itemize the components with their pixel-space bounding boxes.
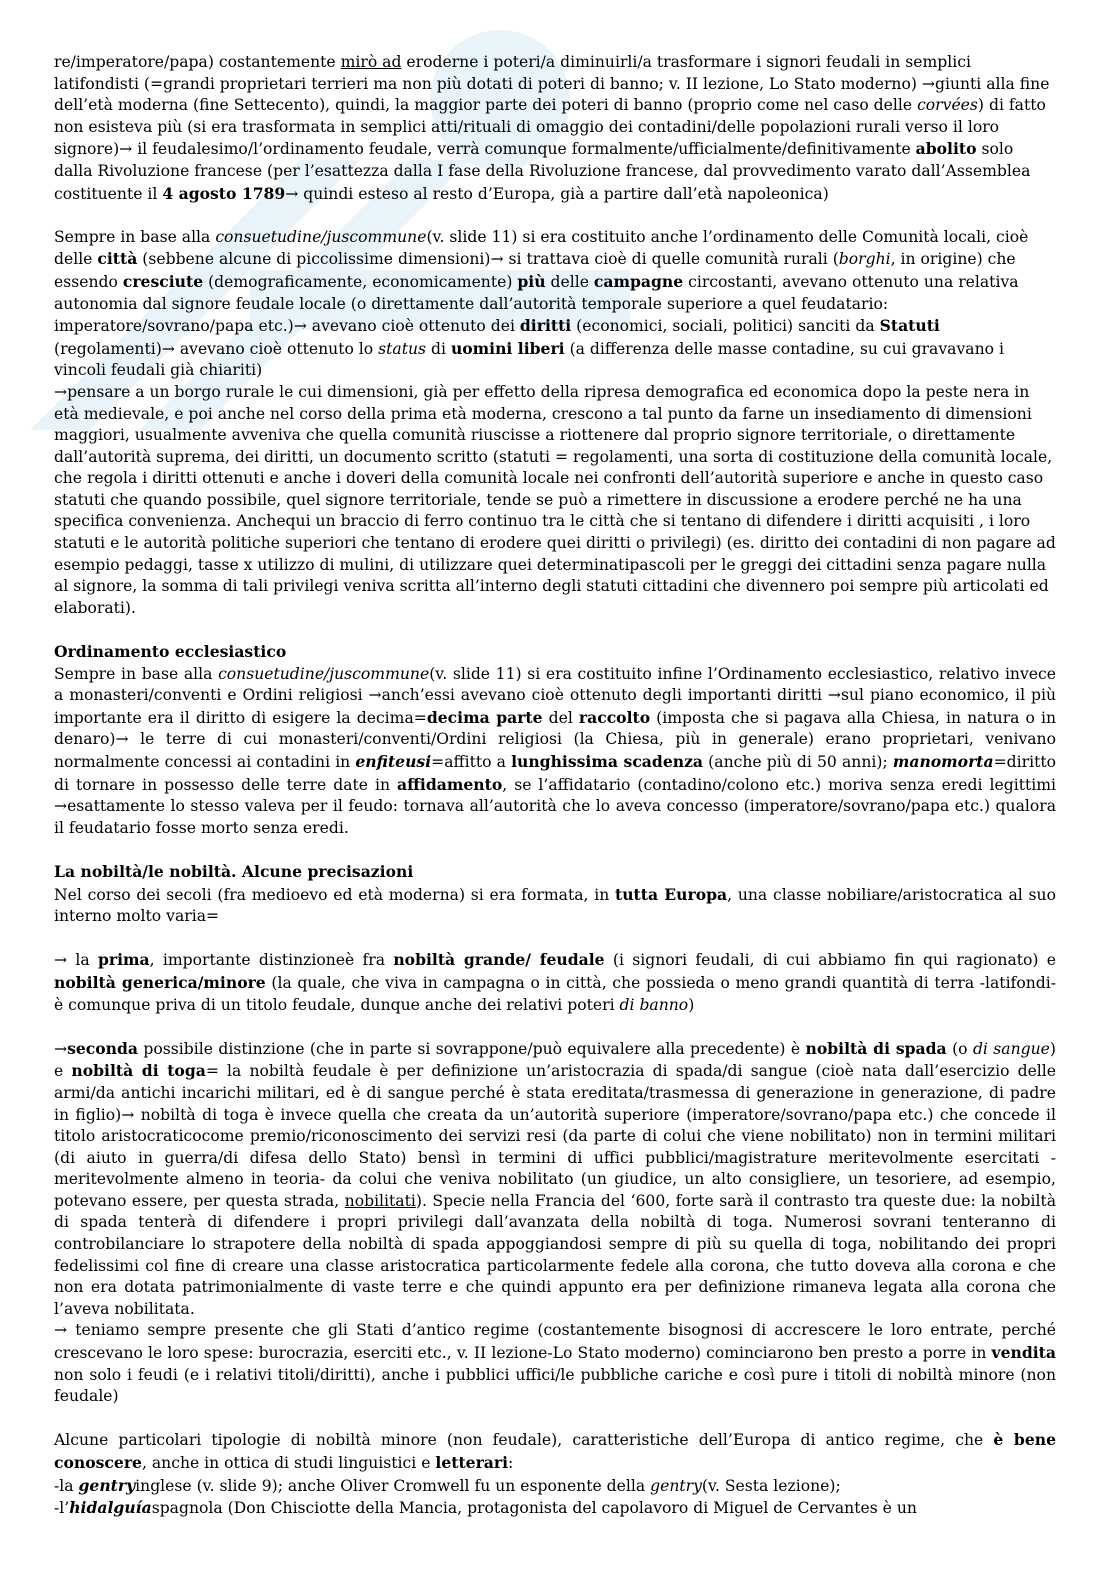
text-run: letterari [435,1453,509,1472]
text-run: affidamento [397,774,503,794]
paragraph-spacer [54,619,1056,641]
text-run: ) di fatto non esisteva più (si era trasformata in semplici atti/rituali di omaggio dei contadini/delle popolazioni rurali verso il loro signore)→ il feudalesimo/l’ordinamento feudale, verrà comunque formalmente/ufficialmente/definitivamente [54,96,1046,159]
text-run: borghi [838,250,891,269]
text-run: solo dalla Rivoluzione francese (per l’esattezza dalla I fase della Rivoluzione francese, dal provvedimento varato dall’Assemblea costituente il [54,140,1031,203]
text-run: 4 agosto 1789 [162,183,286,203]
text-run: ) [688,995,695,1014]
text-run: delle [545,272,594,291]
text-run: più [517,271,546,291]
text-run: città [97,249,138,269]
paragraph [54,884,1056,928]
text-run: di sangue [972,1039,1050,1058]
text-run: ) e [54,1039,1056,1081]
text-run: Statuti [879,316,940,336]
text-run: nobiltà grande/ feudale [393,950,605,970]
text-run: → teniamo sempre presente che gli Stati d’antico regime (costantemente bisognosi di accrescere le loro entrate, perché crescevano le loro spese: burocrazia, eserciti etc., v. II lezione-Lo Stato moderno) cominciarono ben presto a porre in [54,1321,1056,1363]
paragraph [54,1429,1056,1474]
text-run: consuetudine/juscommune [215,227,427,246]
paragraph [54,227,1056,382]
text-run: prima [97,950,150,970]
paragraph [54,1475,1056,1498]
paragraph [54,1497,1056,1520]
paragraph [54,641,1056,664]
text-run: vendita [991,1343,1056,1363]
paragraph-spacer [54,1016,1056,1038]
paragraph [54,52,1056,205]
text-run: (a differenza delle masse contadine, su cui gravavano i vincoli feudali già chiariti) [54,339,1004,380]
text-run: (imposta che si pagava alla Chiesa, in natura o in denaro)→ le terre di cui monasteri/conventi/Ordini religiosi (la Chiesa, più in generale) erano proprietari, venivano normalmente concessi ai contadini in [54,708,1056,771]
text-run: Sempre in base alla [54,227,216,246]
text-run: , una classe nobiliare/aristocratica al suo interno molto varia= [54,885,1056,926]
text-run: →pensare a un borgo rurale le cui dimensioni, già per effetto della ripresa demografica ed economica dopo la peste nera in età medievale, e poi anche nel corso della prima età moderna, crescono a tal punto da farne un insediamento di dimensioni maggiori, usualmente avveniva che quella comunità riuscisse a riottenere dal proprio signore territoriale, o direttamente dall’autorità suprema, dei diritti, un documento scritto (statuti = regolamenti, una sorta di costituzione della comunità locale, che regola i diritti ottenuti e anche i doveri della comunità locale nei confronti dell’autorità superiore e anche in questo caso statuti che quando possibile, quel signore territoriale, tende se può a rimettere in discussione a erodere perché ne ha una specifica convenienza. Anchequi un braccio di ferro continuo tra le città che si tentano di difendere i diritti acquisiti , i loro statuti e le autorità politiche superiori che tentano di erodere quei diritti o privilegi) (es. diritto dei contadini di non pagare ad esempio pedaggi, tasse x utilizzo di mulini, di utilizzare quei determinatipascoli per le greggi dei cittadini senza pagare nulla al signore, la somma di tali privilegi veniva scritta all’interno degli statuti cittadini che divennero poi sempre più articolati ed elaborati). [54,382,1056,617]
paragraph [54,949,1056,1016]
paragraph-spacer [54,839,1056,861]
text-run: (regolamenti)→ avevano cioè ottenuto lo [54,339,379,358]
text-run: Nel corso dei secoli (fra medioevo ed età moderna) si era formata, in [54,885,616,904]
text-run: di banno [619,995,689,1014]
text-run: → [54,1039,68,1058]
text-run: (sebbene alcune di piccolissime dimensioni)→ si trattava cioè di quelle comunità rurali ( [137,250,839,269]
text-run: non solo i feudi (e i relativi titoli/diritti), anche i pubblici uffici/le pubbliche cariche e così pure i titoli di nobiltà minore (non feudale) [54,1365,1056,1406]
text-run: (o [946,1039,973,1058]
text-run: campagne [593,271,684,291]
text-run: nobiltà generica/minore [54,972,266,992]
text-run: hidalguía [69,1498,152,1518]
text-run: abolito [915,139,977,159]
text-run: enfiteusi [355,752,432,771]
text-run: (la quale, che viva in campagna o in città, che possieda o meno grandi quantità di terra -latifondi- è comunque priva di un titolo feudale, dunque anche dei relativi poteri [54,973,1057,1014]
text-run: (v. Sesta lezione); [701,1476,841,1495]
text-run: nobilitati [344,1191,416,1210]
text-run: La nobiltà/le nobiltà. Alcune precisazioni [54,861,414,881]
text-run: → la [54,951,98,970]
paragraph [54,382,1056,620]
text-run: nobiltà di spada [805,1038,947,1058]
text-run: decima parte [426,707,543,727]
paragraph [54,664,1056,840]
text-run: manomorta [892,752,994,771]
paragraph-spacer [54,205,1056,227]
text-run: =affitto a [431,753,512,771]
text-run: : [508,1454,514,1472]
text-run: -l’ [54,1499,70,1518]
text-run: mirò ad [340,53,402,71]
text-run: , in origine) che essendo [54,250,1016,291]
text-run: -la [54,1476,79,1495]
text-run: inglese (v. slide 9); anche Oliver Cromwell fu un esponente della [135,1476,651,1495]
text-run: tutta Europa [615,884,728,904]
document-body [54,52,1056,1520]
paragraph-spacer [54,1408,1056,1430]
text-run: (anche più di 50 anni); [703,753,893,771]
paragraph [54,1320,1056,1407]
text-run: diritti [519,316,572,336]
text-run: (v. slide 11) si era costituito infine l’Ordinamento ecclesiastico, relativo invece a monasteri/conventi e Ordini religiosi →anch’essi avevano cioè ottenuto degli importanti diritti →sul piano economico, il più importante era il diritto di esigere la decima= [54,664,1056,727]
text-run: uomini liberi [450,338,565,358]
text-run: Alcune particolari tipologie di nobiltà minore (non feudale), caratteristiche dell’Europa di antico regime, che [54,1431,994,1450]
text-run: (demograficamente, economicamente) [203,272,518,291]
text-run: = la nobiltà feudale è per definizione un’aristocrazia di spada/di sangue (cioè nata dall’esercizio delle armi/da antichi incarichi militari, ed è di sangue perché è stata ereditata/trasmessa di generazione in generazione, di padre in figlio)→ nobiltà di toga è invece quella che creata da un’autorità superiore (imperatore/sovrano/papa etc.) che concede il titolo aristocraticocome premio/riconoscimento dei servizi resi (da parte di colui che viene nobilitato) non in termini militari (di aiuto in guerra/di difesa dello Stato) bensì in termini di uffici pubblici/magistrature meritevolmente esercitati -meritevolmente almeno in teoria- da colui che veniva nobilitato (un giudice, un alto consigliere, un tesoriere, ad esempio, potevano essere, per questa strada, [54,1062,1057,1210]
text-run: è bene conoscere [54,1430,1057,1472]
text-run: (i signori feudali, di cui abbiamo fin qui ragionato) e [604,951,1057,970]
text-run: Sempre in base alla [54,664,219,683]
text-run: del [542,708,579,727]
text-run: eroderne i poteri/a diminuirli/a trasformare i signori feudali in semplici latifondisti (=grandi proprietari terrieri ma non più dotati di poteri di banno; v. II lezione, Lo Stato moderno) →giunti alla fine dell’età moderna (fine Settecento), quindi, la maggior parte dei poteri di banno (proprio come nel caso delle [54,53,1050,115]
text-run: cresciute [122,271,204,291]
text-run: (economici, sociali, politici) sanciti da [571,317,880,336]
text-run: (v. slide 11) si era costituito anche l’ordinamento delle Comunità locali, cioè delle [54,227,1029,269]
paragraph [54,861,1056,884]
text-run: → quindi esteso al resto d’Europa, già a partire dall’età napoleonica) [285,184,829,203]
text-run: =diritto di tornare in possesso delle terre date in [54,753,1057,794]
text-run: , anche in ottica di studi linguistici e [141,1454,436,1472]
text-run: status [378,339,427,358]
paragraph-spacer [54,928,1056,950]
text-run: ). Specie nella Francia del ‘600, forte sarà il contrasto tra queste due: la nobiltà di spada tenterà di difendere i propri privilegi dall’avanzata della nobiltà di toga. Numerosi sovrani tenteranno di controbilanciare lo strapotere della nobiltà di spada appoggiandosi sempre di più su quella di toga, nobilitando dei propri fedelissimi col fine di creare una classe aristocratica particolarmente fedele alla corona, che tutto doveva alla corona e che non era dotata patrimonialmente di vaste terre e che quindi appunto era per definizione rimaneva legata alla corona che l’aveva nobilitata. [54,1191,1057,1318]
text-run: re/imperatore/papa) costantemente [54,53,341,71]
paragraph [54,1038,1056,1321]
text-run: nobiltà di toga [71,1061,206,1081]
text-run: seconda [67,1038,139,1058]
text-run: corvées [917,96,978,115]
text-run: spagnola (Don Chisciotte della Mancia, protagonista del capolavoro di Miguel de Cervantes è un [151,1499,917,1518]
text-run: , se l’affidatario (contadino/colono etc.) moriva senza eredi legittimi →esattamente lo stesso valeva per il feudo: tornava all’autorità che lo aveva concesso (imperatore/sovrano/papa etc.) qualora il feudatario fosse morto senza eredi. [54,775,1056,837]
text-run: , importante distinzioneè fra [149,951,394,970]
text-run: lunghissima scadenza [511,752,704,771]
text-run: gentry [78,1475,136,1495]
text-run: Ordinamento ecclesiastico [54,642,287,662]
text-run: consuetudine/juscommune [218,664,430,683]
text-run: circostanti, avevano ottenuto una relativa autonomia dal signore feudale locale (o direttamente dall’autorità temporale superiore a quel feudatario: imperatore/sovrano/papa etc.)→ avevano cioè ottenuto dei [54,272,1019,336]
text-run: gentry [650,1476,702,1495]
text-run: di [426,339,451,358]
text-run: possibile distinzione (che in parte si sovrappone/può equivalere alla precedente) è [138,1039,806,1058]
text-run: raccolto [578,707,651,727]
